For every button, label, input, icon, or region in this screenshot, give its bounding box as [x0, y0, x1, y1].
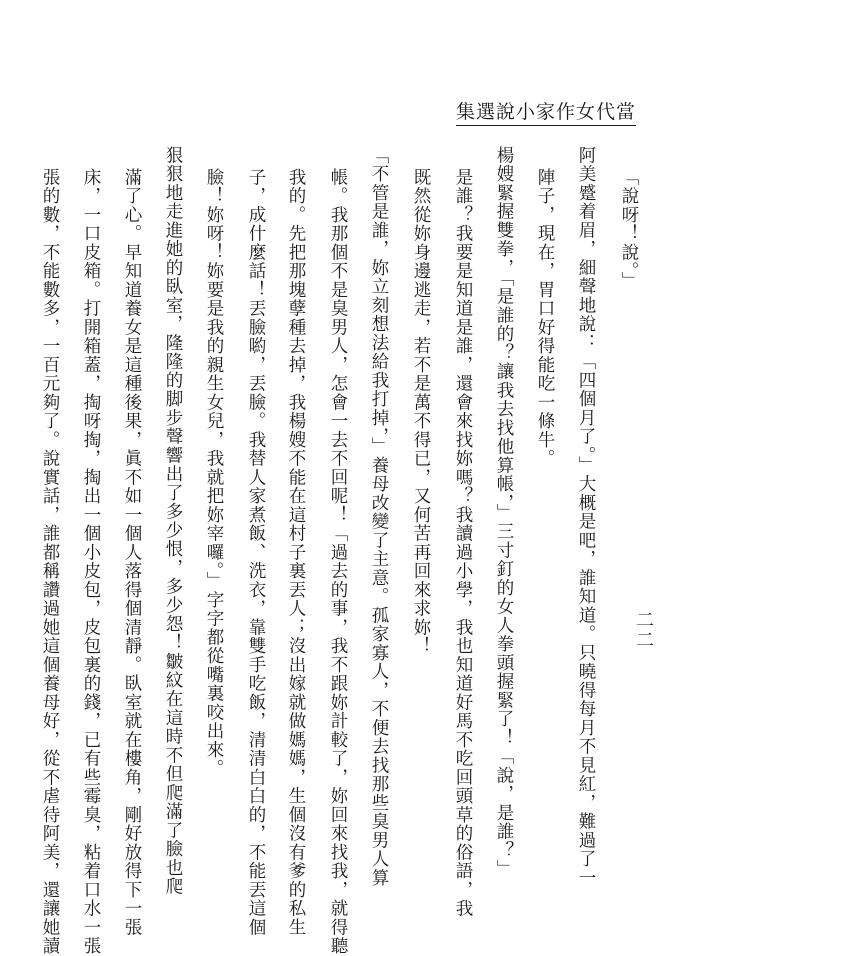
text-column: 「不管是誰，妳立刻想法給我打掉，」養母改變了主意。孤家寡人，不便去找那些臭男人算: [369, 146, 389, 888]
text-column: 帳。我那個不是臭男人，怎會一去不回呢！「過去的事，我不跟妳計較了，妳回來找我，就得聽: [328, 168, 348, 956]
text-column: 「說呀！說。」: [619, 168, 639, 291]
text-column: 臉！妳呀！妳要是我的親生女兒，我就把妳宰囉。」字字都從嘴裏咬出來。: [204, 168, 224, 778]
text-column: 子，成什麼話！丟臉喲，丟臉。我替人家煮飯、洗衣，靠雙手吃飯，清清白白的，不能丟這個: [246, 168, 266, 937]
text-column: 楊嫂緊握雙拳，「是誰的？讓我去找他算帳，」三寸釘的女人拳頭握緊了！「說，是誰？」: [494, 146, 514, 879]
text-column: 是誰？我要是知道是誰，還會來找妳嗎？我讀過小學，我也知道好馬不吃回頭草的俗語，我: [453, 168, 473, 918]
page-number: 二二: [633, 610, 654, 650]
text-column: 既然從妳身邊逃走，若不是萬不得已，又何苦再回來求妳！: [411, 168, 431, 656]
text-column: 滿了心。早知道養女是這種後果，眞不如一個人落得個清靜。臥室就在樓角，剛好放得下一張: [122, 168, 142, 937]
text-column: 狠狠地走進她的臥室，隆隆的脚步聲響出了多少恨，多少怨！皺紋在這時不但爬滿了臉也爬: [163, 146, 183, 896]
text-column: 陣子，現在，胃口好得能吃一條牛。: [535, 168, 555, 468]
text-column: 床，一口皮箱。打開箱蓋，掏呀掏，掏出一個小皮包，皮包裏的錢，已有些霉臭，粘着口水一張: [81, 168, 101, 956]
text-column: 張的數，不能數多，一百元夠了。說實話，誰都稱讚過她這個養母好，從不虐待阿美，還讓她讀: [40, 168, 60, 956]
running-header: 當代女作家小說選集: [456, 100, 636, 126]
text-column: 阿美蹙着眉，細聲地說：「四個月了。」大概是吧，誰知道。只曉得每月不見紅，難過了一: [576, 146, 596, 888]
text-column: 我的。先把那塊孽種去掉，我楊嫂不能在這村子裏丟人；沒出嫁就做媽媽，生個沒有爹的私生: [286, 168, 306, 937]
